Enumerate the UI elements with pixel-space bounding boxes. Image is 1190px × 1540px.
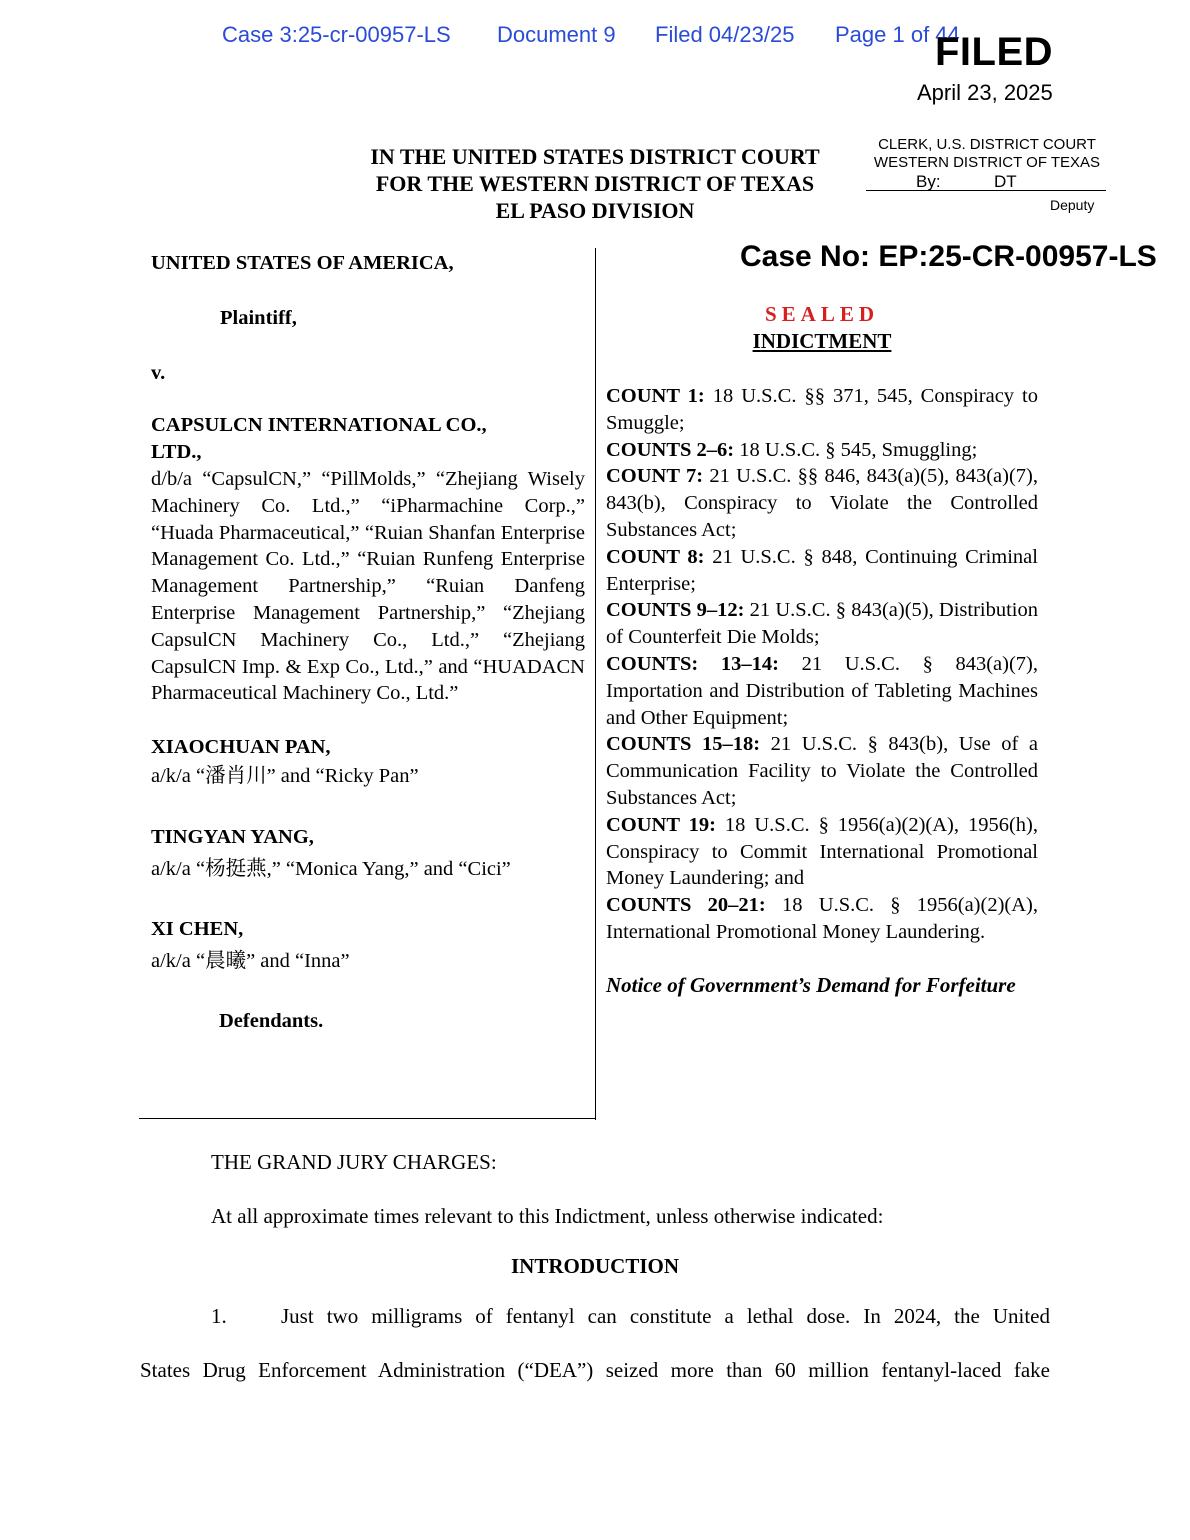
caption-vertical-divider xyxy=(595,248,596,1120)
sealed-label: SEALED xyxy=(764,302,880,326)
deputy-initials: DT xyxy=(994,172,1017,191)
defendant-1-name: CAPSULCN INTERNATIONAL CO., LTD., xyxy=(151,414,487,464)
relevant-times-statement: At all approximate times relevant to this Indictment, unless otherwise indicated: xyxy=(211,1204,884,1228)
count-item xyxy=(606,892,1038,946)
defendant-4-aka: a/k/a “晨曦” and “Inna” xyxy=(151,950,350,973)
count-label: COUNT 1: xyxy=(606,385,705,407)
filed-stamp-title: FILED xyxy=(935,30,1054,74)
introduction-heading: INTRODUCTION xyxy=(510,1254,680,1278)
defendant-1-aka: d/b/a “CapsulCN,” “PillMolds,” “Zhejiang Wisely Machinery Co. Ltd.,” “iPharmachine Corp.,” “Huada Pharmaceutical,” “Ruian Shanfan Enterprise Management Co. Ltd.,” “Ruian Runfeng Enterprise Management Partnership,” “Ruian Danfeng Enterprise Management Partnership,” “Zhejiang CapsulCN Machinery Co., Ltd.,” “Zhejiang CapsulCN Imp. & Exp Co., Ltd.,” and “HUADACN Pharmaceutical Machinery Co., Ltd.” xyxy=(151,467,585,705)
plaintiff-label: Plaintiff, xyxy=(220,306,297,329)
count-label: COUNTS 20–21: xyxy=(606,894,766,917)
filed-stamp-date: April 23, 2025 xyxy=(917,80,1053,105)
defendant-2-aka: a/k/a “潘肖川” and “Ricky Pan” xyxy=(151,764,419,787)
count-text: 18 U.S.C. § 1956(a)(2)(A), International Promotional Money Laundering. xyxy=(606,894,1038,943)
versus-label: v. xyxy=(151,361,166,384)
count-text: 21 U.S.C. § 843(a)(7), Importation and Distribution of Tableting Machines and Other Equipment; xyxy=(606,652,1038,729)
defendant-2-name: XIAOCHUAN PAN, xyxy=(151,736,331,759)
counts-list xyxy=(606,383,1038,946)
clerk-line-2: WESTERN DISTRICT OF TEXAS xyxy=(873,154,1101,171)
count-text: 18 U.S.C. § 1956(a)(2)(A), 1956(h), Conspiracy to Commit International Promotional Money Laundering; and xyxy=(606,813,1038,890)
count-text: 21 U.S.C. §§ 846, 843(a)(5), 843(a)(7), 843(b), Conspiracy to Violate the Controlled Substances Act; xyxy=(606,465,1038,541)
defendant-3-name: TINGYAN YANG, xyxy=(151,825,314,848)
count-label: COUNTS 15–18: xyxy=(606,733,761,756)
case-number: Case No: EP:25-CR-00957-LS xyxy=(740,240,1157,273)
indictment-label: INDICTMENT xyxy=(752,329,892,353)
court-heading xyxy=(330,143,860,224)
count-label: COUNT 19: xyxy=(606,813,716,836)
clerk-line-1: CLERK, U.S. DISTRICT COURT xyxy=(878,136,1096,153)
count-label: COUNTS: 13–14: xyxy=(606,652,779,675)
by-label: By: xyxy=(916,172,941,191)
indictment-title xyxy=(605,329,1039,354)
count-label: COUNTS 9–12: xyxy=(606,599,745,622)
forfeiture-notice: Notice of Government’s Demand for Forfeiture xyxy=(606,973,1016,997)
clerk-block xyxy=(862,136,1112,172)
count-text: 21 U.S.C. § 843(a)(5), Distribution of Counterfeit Die Molds; xyxy=(606,599,1038,649)
court-line-1: IN THE UNITED STATES DISTRICT COURT xyxy=(370,144,820,169)
defendants-label: Defendants. xyxy=(219,1009,324,1032)
defendant-4-name: XI CHEN, xyxy=(151,918,244,941)
count-label: COUNT 8: xyxy=(606,545,705,568)
ecf-filed-date: Filed 04/23/25 xyxy=(655,22,795,47)
paragraph-1-line-2: States Drug Enforcement Administration (“DEA”) seized more than 60 million fentanyl-laced fake xyxy=(140,1358,1050,1382)
paragraph-number: 1. xyxy=(211,1304,227,1328)
caption-horizontal-divider xyxy=(139,1118,596,1119)
court-line-3: EL PASO DIVISION xyxy=(495,198,695,223)
count-item xyxy=(606,463,1038,543)
count-text: 21 U.S.C. § 848, Continuing Criminal Enterprise; xyxy=(606,545,1038,595)
count-item xyxy=(606,437,1038,464)
court-line-2: FOR THE WESTERN DISTRICT OF TEXAS xyxy=(375,171,815,196)
ecf-document-number: Document 9 xyxy=(497,22,616,47)
ecf-page-count: Page 1 of 44 xyxy=(835,22,960,47)
count-item xyxy=(606,544,1038,598)
count-item xyxy=(606,812,1038,892)
count-text: 18 U.S.C. § 545, Smuggling; xyxy=(734,438,978,461)
count-item xyxy=(606,597,1038,651)
plaintiff-name: UNITED STATES OF AMERICA, xyxy=(151,252,454,274)
case-caption-parties xyxy=(151,250,585,1035)
count-label: COUNTS 2–6: xyxy=(606,438,735,461)
deputy-label: Deputy xyxy=(1050,197,1095,213)
paragraph-1-line-1: Just two milligrams of fentanyl can constitute a lethal dose. In 2024, the United xyxy=(281,1304,1050,1328)
clerk-signature-line xyxy=(866,172,1106,191)
count-item xyxy=(606,383,1038,437)
defendant-3-aka: a/k/a “杨挺燕,” “Monica Yang,” and “Cici” xyxy=(151,857,511,880)
ecf-case-number: Case 3:25-cr-00957-LS xyxy=(222,22,451,47)
count-label: COUNT 7: xyxy=(606,465,704,488)
count-item xyxy=(606,731,1038,811)
count-item xyxy=(606,651,1038,731)
grand-jury-charges: THE GRAND JURY CHARGES: xyxy=(211,1150,497,1174)
count-text: 18 U.S.C. §§ 371, 545, Conspiracy to Smuggle; xyxy=(606,385,1038,434)
count-text: 21 U.S.C. § 843(b), Use of a Communication Facility to Violate the Controlled Substances Act; xyxy=(606,733,1038,809)
